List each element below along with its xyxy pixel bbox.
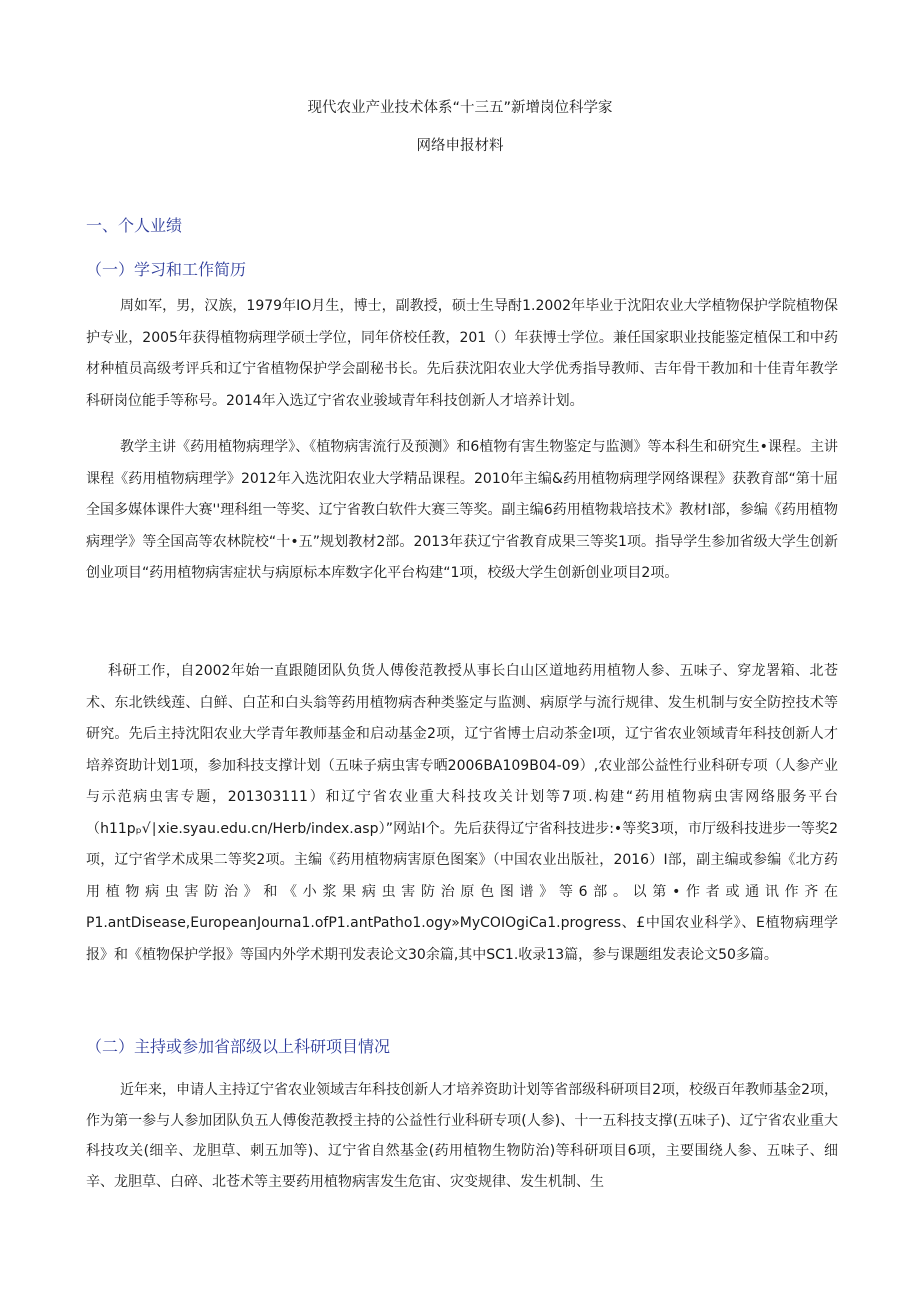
paragraph-projects: 近年来，申请人主持辽宁省农业领域吉年科技创新人才培养资助计划等省部级科研项目2项，校级百年教师基金2项，作为第一参与人参加团队负五人傅俊范教授主持的公益性行业科研专项(人参)、十一五科技支撑(五味子)、辽宁省农业重大科技攻关(细辛、龙胆草、刺五加等)、辽宁省自然基金(药用植物生物防治)等科研项目6项，主要围绕人参、五味子、细辛、龙胆草、白碎、北苍术等主要药用植物病害发生危宙、灾变规律、发生机制、生 — [86, 1082, 838, 1190]
paragraph-research: 科研工作，自2002年始一直跟随团队负货人傅俊范教授从事长白山区道地药用植物人参、五味子、穿龙署箱、北苍术、东北铁线莲、白鲜、白芷和白头翁等药用植物病杏种类鉴定与监测、病原学与流行规律、发生机制与安全防控技术等研究。先后主持沈阳农业大学青年教师基金和启动基金2项，辽宁省博士启动茶金I项，辽宁省农业领域青年科技创新人才培养资助计划1项，参加科技支撑计划（五味子病虫害专晒2006BA109B04-09）,农业部公益性行业科研专项（人参产业与示范病虫害专题，201303111）和辽宁省农业重大科技攻关计划等7项.构建“药用植物病虫害网络服务平台（h11pₚ√∣xie.syau.edu.cn∕Herb∕index.asp）”网站I个。先后获得辽宁省科技进步:•等奖3项，市厅级科技进步一等奖2项，辽宁省学术成果二等奖2项。主编《药用植物病害原色图案》（中国农业出版社，2016）I部，副主编或参编《北方药用植物病虫害防治》和《小浆果病虫害防治原色图谱》等6部。以第•作者或通讯作齐在P1.antDisease,EuropeanJourna1.ofP1.antPatho1.ogy»MyCOIOgiCa1.progress、£中国农业科学》、E植物病理学报》和《植物保护学报》等国内外学术期刊发表论文30余篇,其中SC1.收录13篇，参与课题组发表论文50多篇。 — [86, 663, 838, 963]
subsection-heading-study-work-history: （一）学习和工作简历 — [86, 260, 247, 279]
document-title: 现代农业产业技术体系“十三五”新增岗位科学家 — [307, 100, 613, 116]
paragraph-biography: 周如军，男，汉族，1979年IO月生，博士，副教授，硕士生导酎1.2002年毕业于沈阳农业大学植物保护学院植物保护专业，2005年获得植物病理学硕士学位，同年侪校任教，201（）年获博士学位。兼任国家职业技能鉴定植保工和中药材种植员高级考评兵和辽宁省植物保护学会副秘书长。先后获沈阳农业大学优秀指导教师、吉年骨干教加和十佳青年教学科研岗位能手等称号。2014年入选辽宁省农业骏域青年科技创新人才培养计划。 — [86, 298, 838, 409]
section-heading-personal-achievements: 一、个人业绩 — [86, 216, 183, 235]
subsection-heading-research-projects: （二）主持或参加省部级以上科研项目情况 — [86, 1037, 391, 1056]
paragraph-teaching: 教学主讲《药用植物病理学》、《植物病害流行及预测》和6植物有害生物鉴定与监测》等本科生和研究生•课程。主讲课程《药用植物病理学》2012年入选沈阳农业大学精品课程。2010年主编&药用植物病理学网络课程》获教育部“第十屈全国多媒体课件大赛''理科组一等奖、辽宁省教白软件大赛三等奖。副主编6药用植物栽培技术》教材I部，参编《药用植物病理学》等全国高等农林院校“十•五”规划教材2部。2013年获辽宁省教育成果三等奖1项。指导学生参加省级大学生创新创业项目“药用植物病害症状与病原标本库数字化平台构建“1项，校级大学生创新创业项目2项。 — [86, 439, 838, 581]
document-subtitle: 网络申报材料 — [416, 138, 504, 154]
